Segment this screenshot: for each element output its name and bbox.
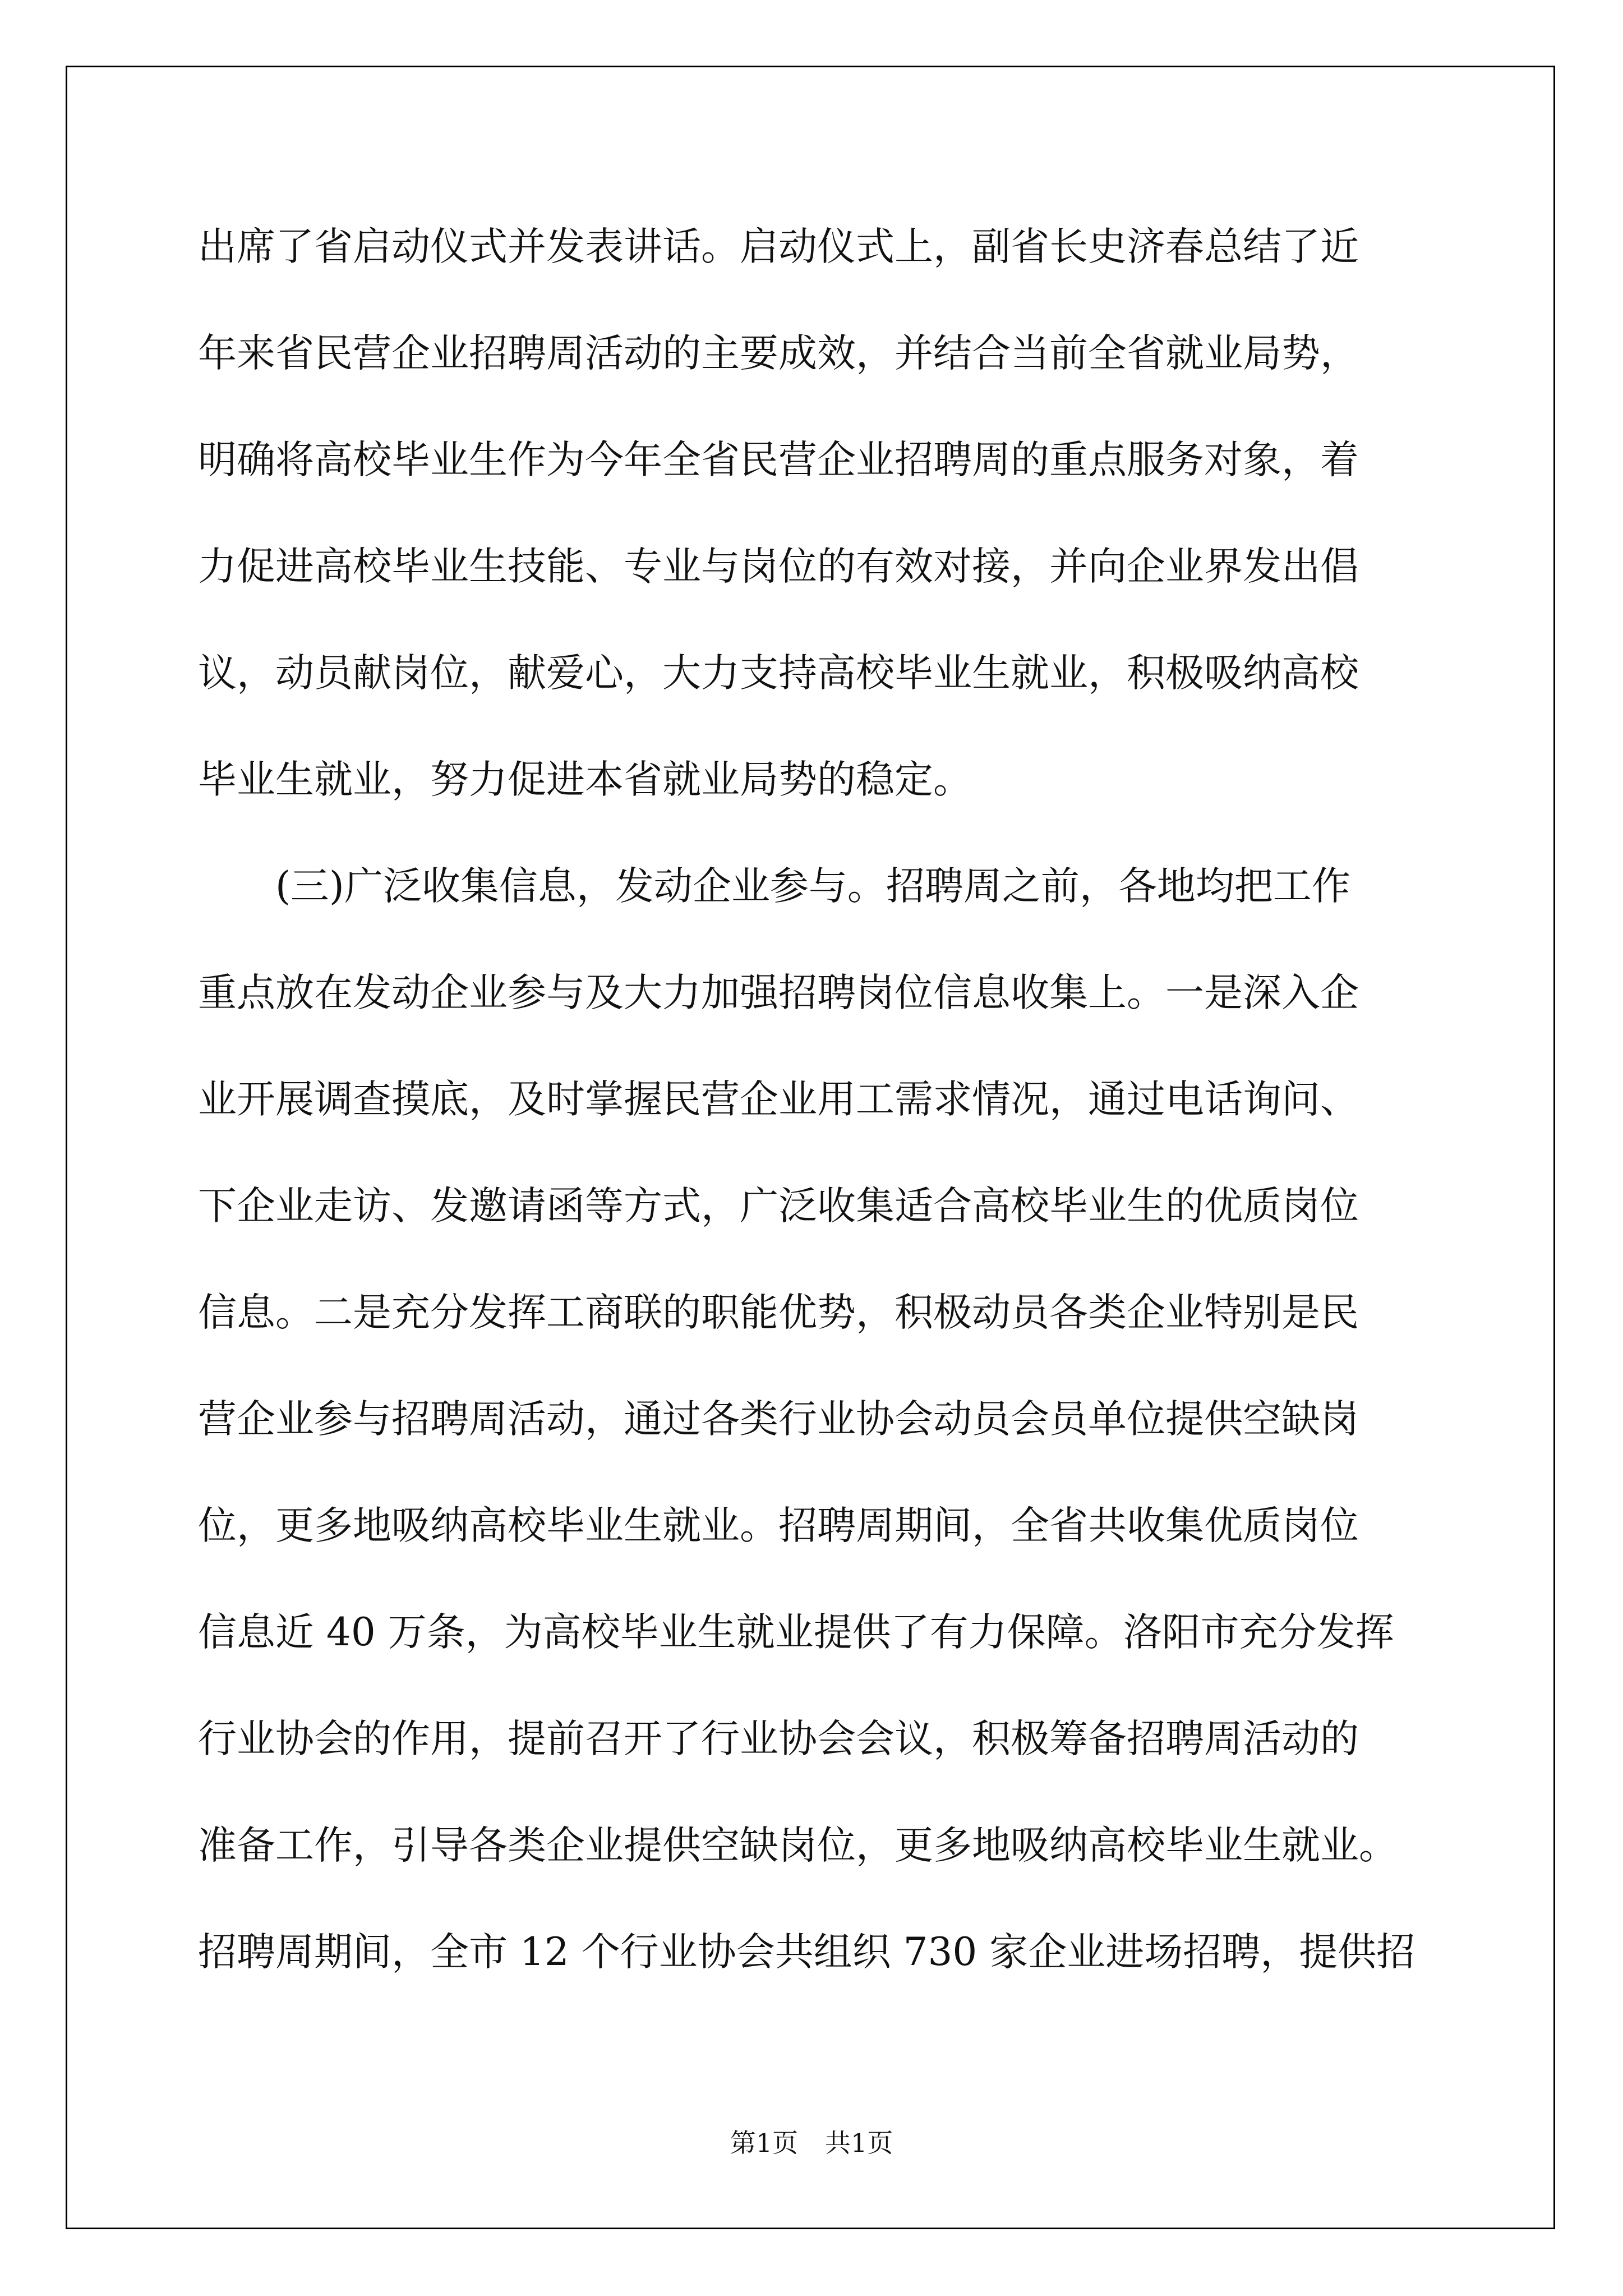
- page-total: 共1页: [825, 2128, 893, 2158]
- text-line: (三)广泛收集信息，发动企业参与。招聘周之前，各地均把工作: [275, 864, 1350, 909]
- text-line: 年来省民营企业招聘周活动的主要成效，并结合当前全省就业局势，: [198, 331, 1359, 376]
- text-line: 明确将高校毕业生作为今年全省民营企业招聘周的重点服务对象，着: [198, 438, 1359, 482]
- text-line: 重点放在发动企业参与及大力加强招聘岗位信息收集上。一是深入企: [198, 970, 1359, 1015]
- text-line: 营企业参与招聘周活动，通过各类行业协会动员会员单位提供空缺岗: [198, 1397, 1359, 1442]
- page-number: 第1页: [730, 2128, 798, 2158]
- text-line: 位，更多地吸纳高校毕业生就业。招聘周期间，全省共收集优质岗位: [198, 1503, 1359, 1548]
- text-line: 行业协会的作用，提前召开了行业协会会议，积极筹备招聘周活动的: [198, 1717, 1359, 1761]
- text-line: 出席了省启动仪式并发表讲话。启动仪式上，副省长史济春总结了近: [198, 224, 1359, 269]
- text-line: 力促进高校毕业生技能、专业与岗位的有效对接，并向企业界发出倡: [198, 544, 1359, 589]
- document-body: [198, 194, 1449, 2005]
- text-line: 毕业生就业，努力促进本省就业局势的稳定。: [198, 757, 972, 802]
- page-footer: [0, 2126, 1623, 2160]
- text-line: 准备工作，引导各类企业提供空缺岗位，更多地吸纳高校毕业生就业。: [198, 1823, 1398, 1868]
- text-line: 议，动员献岗位，献爱心，大力支持高校毕业生就业，积极吸纳高校: [198, 651, 1359, 696]
- text-line: 业开展调查摸底，及时掌握民营企业用工需求情况，通过电话询问、: [198, 1077, 1359, 1122]
- text-line: 下企业走访、发邀请函等方式，广泛收集适合高校毕业生的优质岗位: [198, 1184, 1359, 1228]
- text-line: 招聘周期间，全市 12 个行业协会共组织 730 家企业进场招聘，提供招: [198, 1930, 1415, 1975]
- text-line: 信息近 40 万条，为高校毕业生就业提供了有力保障。洛阳市充分发挥: [198, 1610, 1394, 1655]
- text-line: 信息。二是充分发挥工商联的职能优势，积极动员各类企业特别是民: [198, 1290, 1359, 1335]
